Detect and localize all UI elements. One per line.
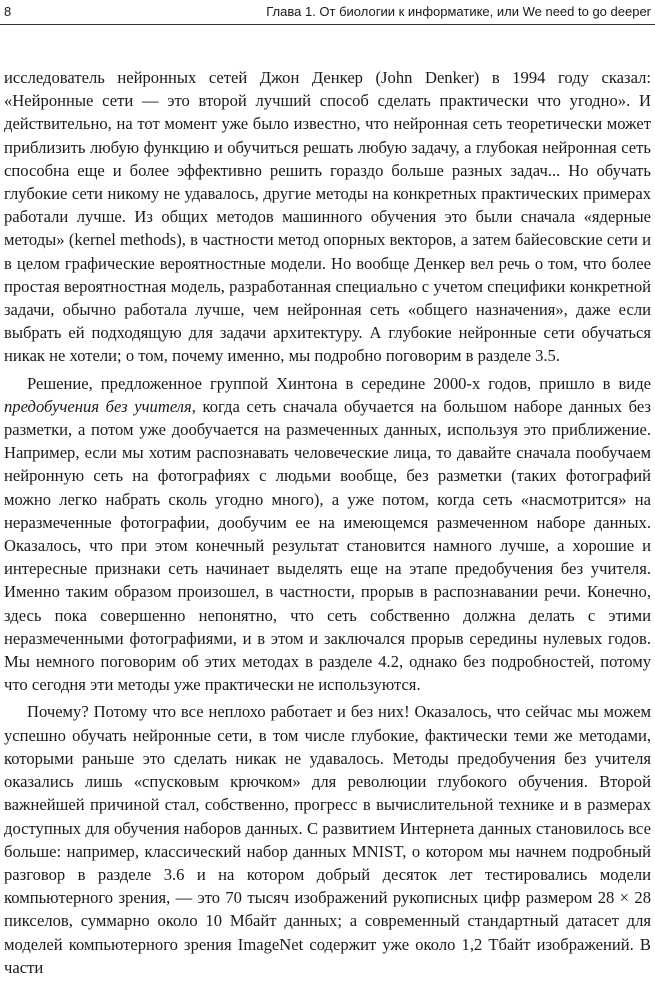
page-number: 8 [4, 4, 12, 19]
page-header [0, 0, 655, 26]
body-text [4, 66, 651, 983]
header-rule [0, 24, 655, 25]
italic-term: предобучения без учителя [4, 396, 192, 416]
paragraph-2-end: , когда сеть сначала обучается на большом наборе данных без разметки, а потом уже дообучается на размеченных данных, используя это приближение. Например, если мы хотим распознавать человеческие лица, то давайте сначала пообучаем нейронную сеть на фотографиях с людьми вообще, без разметки (таких фотографий можно легко набрать сколь угодно много), а уже потом, когда сеть «насмотрится» на неразмеченные фотографии, дообучим ее на имеющемся размеченном наборе данных. Оказалось, что при этом конечный результат становится намного лучше, а хорошие и интересные признаки сеть начинает выделять еще на этапе предобучения без учителя. Именно таким образом произошел, в частности, прорыв в распознавании речи. Конечно, здесь пока совершенно непонятно, что сеть собственно должна делать с этими неразмеченными фотографиями, и в этом и заключался прорыв середины нулевых годов. Мы немного поговорим об этих методах в разделе 4.2, однако без подробностей, потому что сегодня эти методы уже практически не используются. [4, 396, 651, 695]
running-title: Глава 1. От биологии к информатике, или We need to go deeper [266, 4, 651, 19]
paragraph-2-start: Решение, предложенное группой Хинтона в середине 2000-х годов, пришло в виде [27, 373, 651, 393]
paragraph-3: Почему? Потому что все неплохо работает и без них! Оказалось, что сейчас мы можем успешно обучать нейронные сети, в том числе глубокие, фактически теми же методами, которыми раньше это сделать никак не удавалось. Методы предобучения без учителя оказались лишь «спусковым крючком» для революции глубокого обучения. Второй важнейшей причиной стал, собственно, прогресс в вычислительной технике и в размерах доступных для обучения наборов данных. С развитием Интернета данных становилось все больше: например, классический набор данных MNIST, о котором мы начнем подробный разговор в разделе 3.6 и на котором добрый десяток лет тестировались модели компьютерного зрения, — это 70 тысяч изображений рукописных цифр размером 28 × 28 пикселов, суммарно около 10 Мбайт данных; а современный стандартный датасет для моделей компьютерного зрения ImageNet содержит уже около 1,2 Тбайт изображений. В части [4, 702, 651, 977]
paragraph-1: исследователь нейронных сетей Джон Денкер (John Denker) в 1994 году сказал: «Нейронные сети — это второй лучший способ сделать практически что угодно». И действительно, на тот момент уже было известно, что нейронная сеть теоретически может приблизить любую функцию и обучиться решать любую задачу, а глубокая нейронная сеть способна еще и более эффективно решить гораздо больше разных задач... Но обучать глубокие сети никому не удавалось, другие методы на конкретных практических примерах работали лучше. Из общих методов машинного обучения это были сначала «ядерные методы» (kernel methods), в частности метод опорных векторов, а затем байесовские сети и в целом графические вероятностные модели. Но вообще Денкер вел речь о том, что более простая вероятностная модель, разработанная специально с учетом специфики конкретной задачи, обычно работала лучше, чем нейронная сеть «общего назначения», даже если выбрать ей подходящую для задачи архитектуру. А глубокие нейронные сети обучаться никак не хотели; о том, почему именно, мы подробно поговорим в разделе 3.5. [4, 68, 651, 366]
paragraph-2 [4, 372, 651, 697]
